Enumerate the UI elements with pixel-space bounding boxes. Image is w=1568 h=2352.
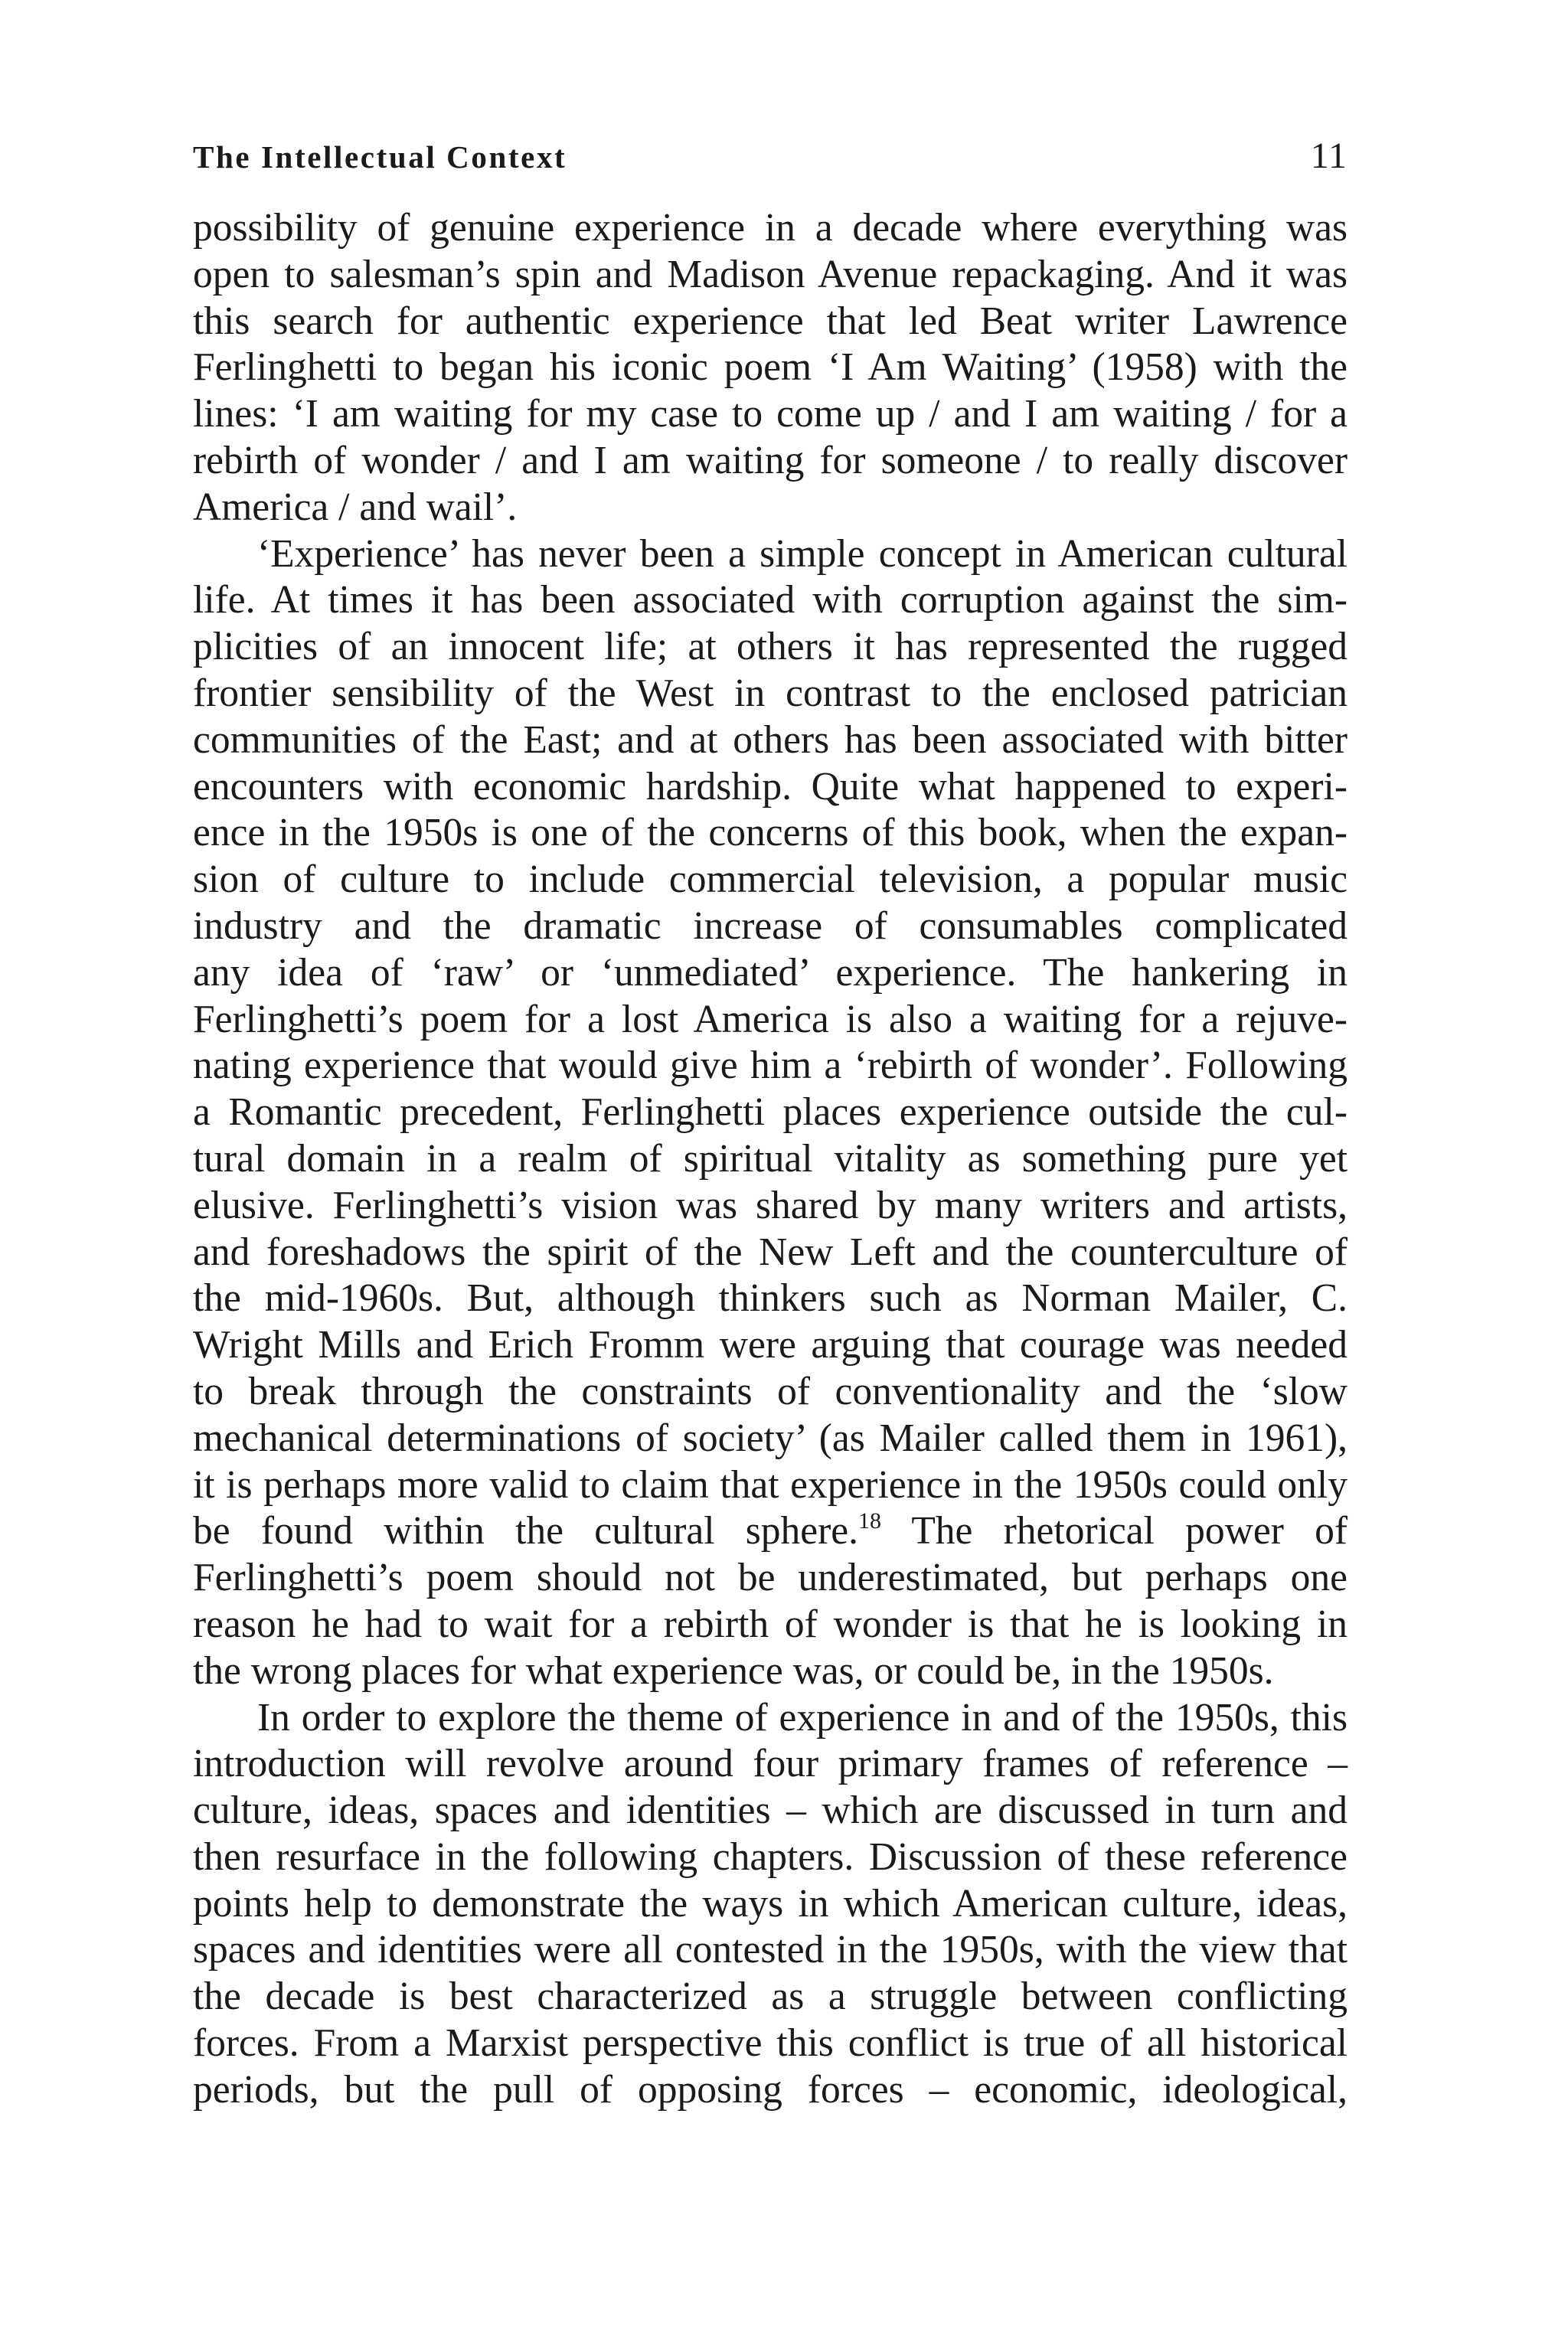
text-line bbox=[193, 1508, 1348, 1555]
paragraph bbox=[193, 205, 1348, 531]
text-line bbox=[193, 950, 1348, 997]
line-text: Ferlinghetti’s poem should not be underestimated, but perhaps one bbox=[193, 1556, 1348, 1600]
text-line bbox=[193, 764, 1348, 811]
line-text: Ferlinghetti to began his iconic poem ‘I Am Waiting’ (1958) with the bbox=[193, 345, 1348, 390]
text-line bbox=[193, 903, 1348, 950]
line-text: and foreshadows the spirit of the New Left and the counterculture of bbox=[193, 1230, 1348, 1274]
text-line bbox=[193, 997, 1348, 1044]
line-text: open to salesman’s spin and Madison Avenue repackaging. And it was bbox=[193, 252, 1348, 296]
text-line bbox=[193, 1602, 1348, 1648]
line-text: plicities of an innocent life; at others it has represented the rugged bbox=[193, 625, 1348, 669]
line-text: tural domain in a realm of spiritual vitality as something pure yet bbox=[193, 1136, 1348, 1181]
line-text: life. At times it has been associated with corruption against the sim- bbox=[193, 578, 1348, 622]
text-line bbox=[193, 1927, 1348, 1974]
line-text-continued: The rhetorical power of bbox=[881, 1509, 1348, 1553]
text-line bbox=[193, 1043, 1348, 1089]
body-text bbox=[193, 205, 1348, 2114]
text-line bbox=[193, 1741, 1348, 1788]
text-line bbox=[193, 1230, 1348, 1276]
text-line bbox=[193, 810, 1348, 857]
page-number: 11 bbox=[1310, 136, 1348, 176]
line-text: culture, ideas, spaces and identities – which are discussed in turn and bbox=[193, 1788, 1348, 1833]
text-line bbox=[193, 717, 1348, 764]
line-text: forces. From a Marxist perspective this conflict is true of all historical bbox=[193, 2021, 1348, 2066]
line-text: ence in the 1950s is one of the concerns of this book, when the expan- bbox=[193, 811, 1348, 855]
book-page bbox=[193, 135, 1348, 2114]
text-line bbox=[193, 299, 1348, 345]
line-text: sion of culture to include commercial television, a popular music bbox=[193, 858, 1348, 902]
running-title: The Intellectual Context bbox=[193, 139, 567, 175]
text-line bbox=[193, 1555, 1348, 1602]
line-text: America / and wail’. bbox=[193, 485, 518, 529]
text-line bbox=[193, 2020, 1348, 2067]
text-line bbox=[193, 671, 1348, 717]
line-text: nating experience that would give him a ‘rebirth of wonder’. Following bbox=[193, 1044, 1348, 1088]
line-text: elusive. Ferlinghetti’s vision was shared by many writers and artists, bbox=[193, 1183, 1348, 1227]
paragraph bbox=[193, 531, 1348, 1695]
running-header bbox=[193, 135, 1348, 181]
text-line bbox=[193, 624, 1348, 671]
line-text: then resurface in the following chapters. Discussion of these reference bbox=[193, 1834, 1348, 1879]
text-line bbox=[193, 1881, 1348, 1928]
text-line bbox=[193, 577, 1348, 624]
text-line bbox=[193, 1369, 1348, 1416]
line-text: reason he had to wait for a rebirth of wonder is that he is looking in bbox=[193, 1602, 1348, 1646]
line-text: In order to explore the theme of experience in and of the 1950s, this bbox=[257, 1695, 1348, 1740]
paragraph bbox=[193, 1695, 1348, 2114]
text-line bbox=[193, 1322, 1348, 1369]
line-text: it is perhaps more valid to claim that experience in the 1950s could only bbox=[193, 1462, 1348, 1507]
text-line bbox=[193, 1834, 1348, 1881]
line-text: to break through the constraints of conventionality and the ‘slow bbox=[193, 1369, 1348, 1413]
text-line bbox=[193, 345, 1348, 391]
text-line bbox=[193, 1695, 1348, 1742]
line-text: frontier sensibility of the West in contrast to the enclosed patrician bbox=[193, 671, 1348, 715]
line-text: the wrong places for what experience was, or could be, in the 1950s. bbox=[193, 1648, 1274, 1693]
text-line bbox=[193, 1462, 1348, 1509]
line-text: ‘Experience’ has never been a simple concept in American cultural bbox=[257, 531, 1348, 576]
text-line bbox=[193, 531, 1348, 578]
text-line bbox=[193, 205, 1348, 252]
line-text: this search for authentic experience that led Beat writer Lawrence bbox=[193, 299, 1348, 343]
text-line bbox=[193, 1648, 1348, 1695]
text-line bbox=[193, 485, 1348, 531]
text-line bbox=[193, 1788, 1348, 1834]
line-text: the decade is best characterized as a struggle between conflicting bbox=[193, 1975, 1348, 2019]
text-line bbox=[193, 1136, 1348, 1183]
text-line bbox=[193, 252, 1348, 299]
line-text: mechanical determinations of society’ (as Mailer called them in 1961), bbox=[193, 1416, 1348, 1460]
text-line bbox=[193, 1974, 1348, 2020]
line-text: lines: ‘I am waiting for my case to come up / and I am waiting / for a bbox=[193, 392, 1348, 436]
line-text: introduction will revolve around four primary frames of reference – bbox=[193, 1742, 1348, 1786]
line-text: rebirth of wonder / and I am waiting for someone / to really discover bbox=[193, 438, 1348, 482]
line-text: Wright Mills and Erich Fromm were arguing that courage was needed bbox=[193, 1323, 1348, 1367]
text-line bbox=[193, 1276, 1348, 1322]
line-text: possibility of genuine experience in a decade where everything was bbox=[193, 206, 1348, 250]
text-line bbox=[193, 1183, 1348, 1230]
text-line bbox=[193, 1416, 1348, 1462]
line-text: be found within the cultural sphere. bbox=[193, 1509, 859, 1553]
line-text: the mid-1960s. But, although thinkers such as Norman Mailer, C. bbox=[193, 1276, 1348, 1321]
line-text: spaces and identities were all contested in the 1950s, with the view that bbox=[193, 1928, 1348, 1972]
line-text: any idea of ‘raw’ or ‘unmediated’ experience. The hankering in bbox=[193, 950, 1348, 995]
line-text: industry and the dramatic increase of consumables complicated bbox=[193, 903, 1348, 948]
text-line bbox=[193, 2067, 1348, 2114]
text-line bbox=[193, 1089, 1348, 1136]
text-line bbox=[193, 391, 1348, 438]
line-text: points help to demonstrate the ways in which American culture, ideas, bbox=[193, 1881, 1348, 1926]
footnote-reference[interactable]: 18 bbox=[858, 1508, 882, 1534]
text-line bbox=[193, 438, 1348, 485]
line-text: encounters with economic hardship. Quite what happened to experi- bbox=[193, 764, 1348, 808]
text-line bbox=[193, 857, 1348, 903]
line-text: Ferlinghetti’s poem for a lost America is also a waiting for a rejuve- bbox=[193, 997, 1348, 1041]
line-text: periods, but the pull of opposing forces – economic, ideological, bbox=[193, 2067, 1348, 2112]
line-text: communities of the East; and at others has been associated with bitter bbox=[193, 717, 1348, 762]
line-text: a Romantic precedent, Ferlinghetti places experience outside the cul- bbox=[193, 1090, 1348, 1135]
